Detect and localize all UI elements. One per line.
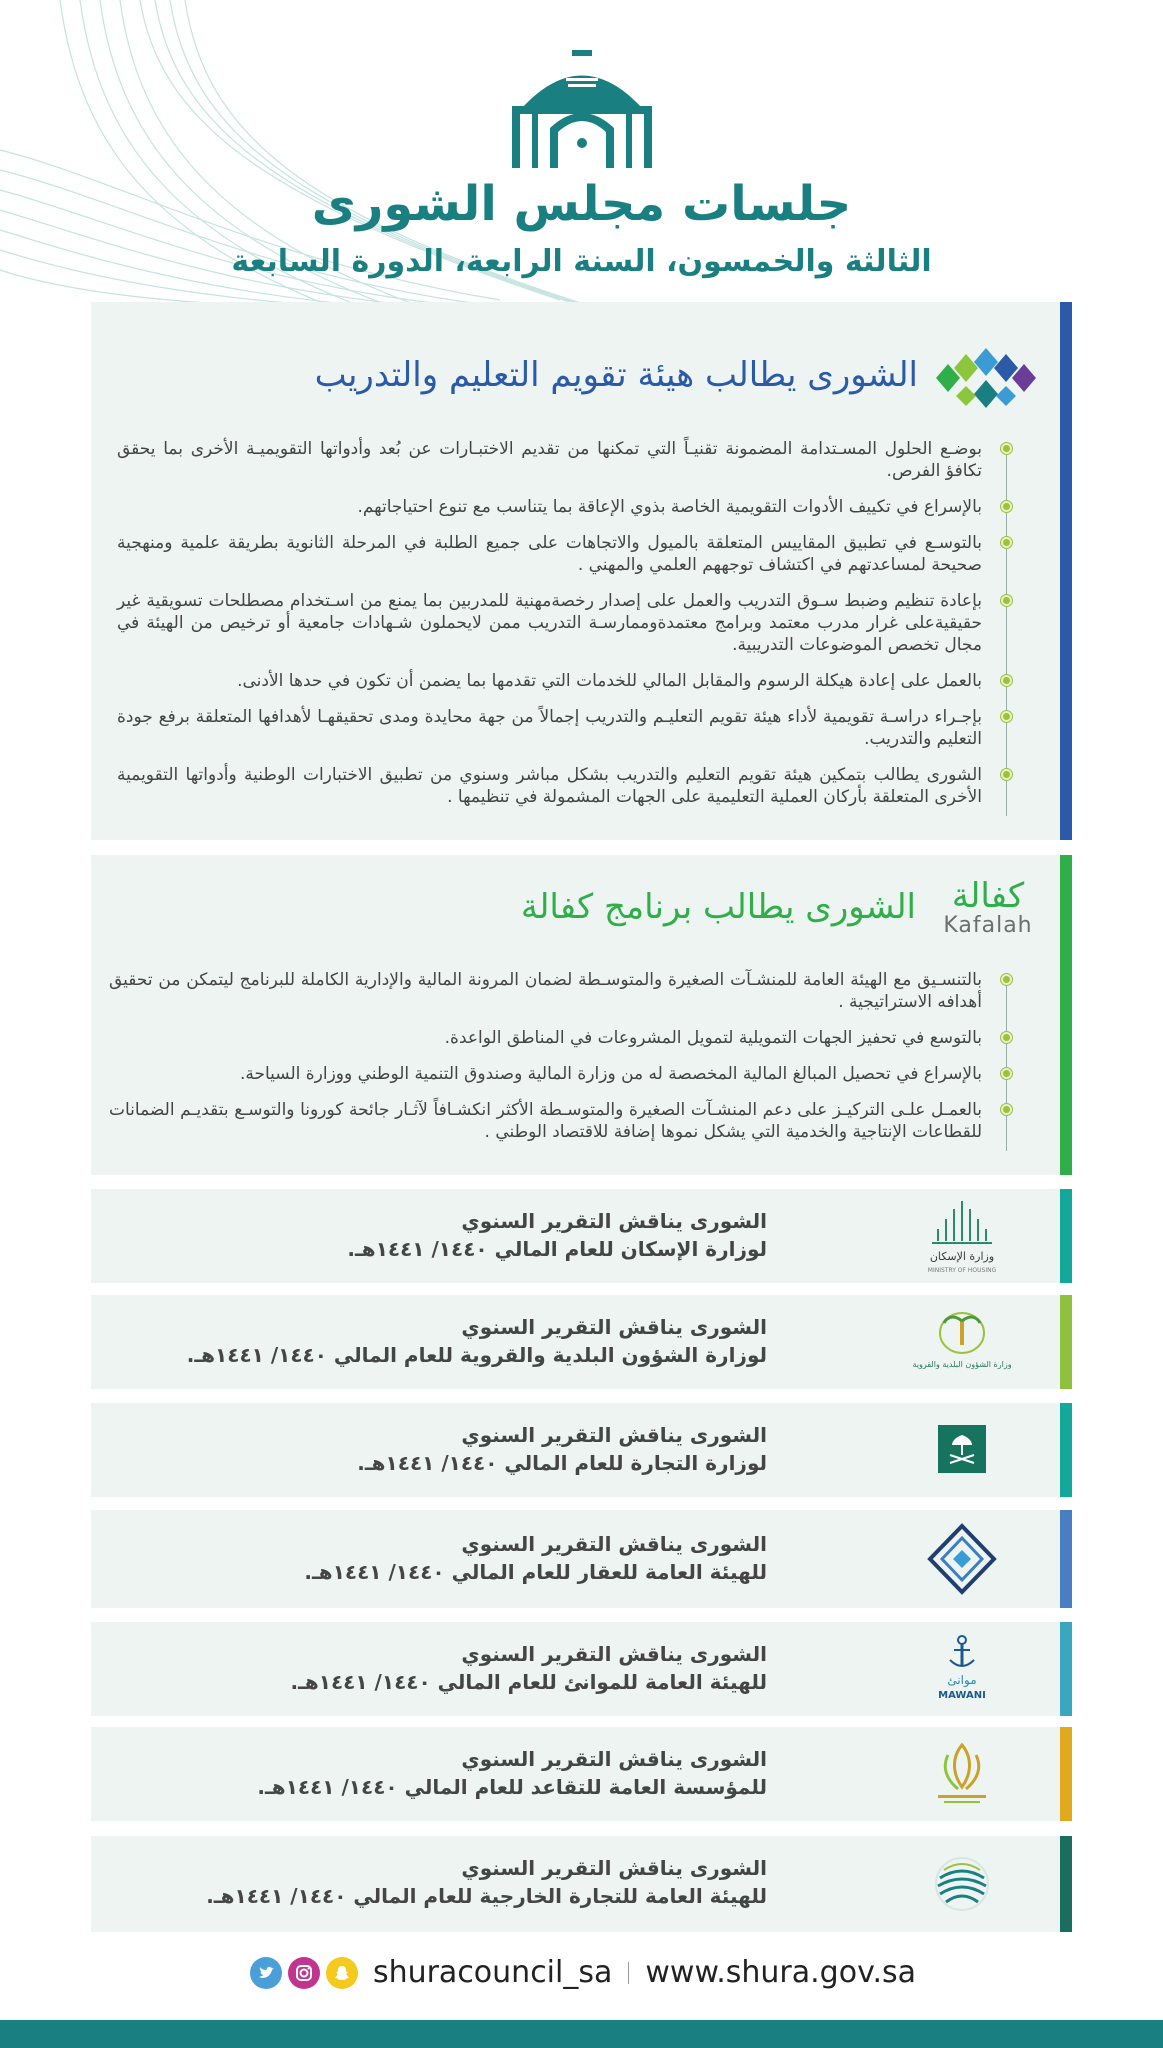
bullet-dot bbox=[1001, 1032, 1012, 1043]
page-header bbox=[0, 48, 1163, 282]
report-accent-bar bbox=[1060, 1727, 1072, 1821]
bottom-band bbox=[0, 2020, 1163, 2048]
bullet-list bbox=[109, 969, 1012, 1157]
list-item: بالتوسع في تحفيز الجهات التمويلية لتمويل المشروعات في المناطق الواعدة. bbox=[109, 1027, 1012, 1049]
report-subject: لوزارة الشؤون البلدية والقروية للعام المالي ١٤٤٠/ ١٤٤١هـ. bbox=[186, 1343, 767, 1367]
report-card-municipal bbox=[91, 1295, 1072, 1389]
list-item: بالتنسـيق مع الهيئة العامة للمنشـآت الصغيرة والمتوسـطة لضمان المرونة المالية والإدارية الكاملة للبرنامج ليتمكن من تحقيق أهدافه الاستراتيجية . bbox=[109, 969, 1012, 1013]
section-education-evaluation bbox=[91, 302, 1072, 840]
social-handle[interactable]: shuracouncil_sa bbox=[372, 1955, 613, 1990]
section-accent-bar bbox=[1060, 302, 1072, 840]
bullet-dot bbox=[1001, 769, 1012, 780]
momra-logo-icon bbox=[912, 1303, 1012, 1381]
bullet-dot bbox=[1001, 537, 1012, 548]
svg-text:MINISTRY OF HOUSING: MINISTRY OF HOUSING bbox=[927, 1267, 997, 1274]
report-subject: لوزارة التجارة للعام المالي ١٤٤٠/ ١٤٤١هـ. bbox=[357, 1451, 767, 1475]
bullet-dot bbox=[1001, 1068, 1012, 1079]
kafalah-logo: كفالة Kafalah bbox=[943, 876, 1033, 938]
foreign-trade-logo-icon bbox=[922, 1844, 1002, 1922]
bullet-dot bbox=[1001, 711, 1012, 722]
list-item: بالإسراع في تحصيل المبالغ المالية المخصصة له من وزارة المالية وصندوق التنمية الوطني ووزارة السياحة. bbox=[109, 1063, 1012, 1085]
list-item: بالعمـل علـى التركيـز على دعم المنشـآت الصغيرة والمتوسـطة الأكثر انكشـافاً لآثـار جائحة كورونا والتوسـع بتقديـم الضمانات للقطاعات الإنتاجية والخدمية التي يشكل نموها إضافة للاقتصاد الوطني . bbox=[109, 1099, 1012, 1143]
section-header bbox=[315, 340, 1042, 410]
report-accent-bar bbox=[1060, 1189, 1072, 1283]
report-accent-bar bbox=[1060, 1295, 1072, 1389]
report-accent-bar bbox=[1060, 1510, 1072, 1608]
report-accent-bar bbox=[1060, 1622, 1072, 1716]
footer-divider bbox=[628, 1962, 629, 1984]
pension-logo-icon bbox=[922, 1735, 1002, 1813]
report-heading: الشورى يناقش التقرير السنوي bbox=[461, 1209, 767, 1233]
instagram-icon[interactable] bbox=[288, 1957, 320, 1989]
shura-council-logo bbox=[502, 48, 662, 168]
page-title: جلسات مجلس الشورى bbox=[311, 176, 852, 232]
list-item: بوضـع الحلول المسـتدامة المضمونة تقنيـاً التي تمكنها من تقديم الاختبـارات عن بُعد وأدواتها التقويميـة الأخرى بما يحقق تكافؤ الفرص. bbox=[117, 438, 1012, 482]
report-subject: للمؤسسة العامة للتقاعد للعام المالي ١٤٤٠/ ١٤٤١هـ. bbox=[257, 1775, 767, 1799]
etec-logo-icon bbox=[936, 340, 1042, 410]
svg-text:MAWANI: MAWANI bbox=[938, 1690, 986, 1701]
report-subject: للهيئة العامة للموانئ للعام المالي ١٤٤٠/ ١٤٤١هـ. bbox=[290, 1670, 767, 1694]
snapchat-icon[interactable] bbox=[326, 1957, 358, 1989]
report-subject: للهيئة العامة للتجارة الخارجية للعام المالي ١٤٤٠/ ١٤٤١هـ. bbox=[206, 1884, 767, 1908]
page-subtitle: الثالثة والخمسون، السنة الرابعة، الدورة السابعة bbox=[231, 244, 932, 279]
section-kafalah bbox=[91, 855, 1072, 1175]
commerce-logo-icon bbox=[922, 1411, 1002, 1489]
bullet-list bbox=[117, 438, 1012, 822]
report-heading: الشورى يناقش التقرير السنوي bbox=[461, 1423, 767, 1447]
website-link[interactable]: www.shura.gov.sa bbox=[645, 1955, 917, 1990]
list-item: بالعمل على إعادة هيكلة الرسوم والمقابل المالي للخدمات التي تقدمها بما يضمن أن تكون في حدها الأدنى. bbox=[117, 670, 1012, 692]
bullet-dot bbox=[1001, 501, 1012, 512]
list-item: بالإسراع في تكييف الأدوات التقويمية الخاصة بذوي الإعاقة بما يتناسب مع تنوع احتياجاتهم. bbox=[117, 496, 1012, 518]
report-accent-bar bbox=[1060, 1836, 1072, 1932]
svg-text:وزارة الشؤون البلدية والقروية: وزارة الشؤون البلدية والقروية bbox=[912, 1360, 1012, 1369]
report-card-real-estate bbox=[91, 1510, 1072, 1608]
report-card-pension bbox=[91, 1727, 1072, 1821]
bullet-dot bbox=[1001, 443, 1012, 454]
report-heading: الشورى يناقش التقرير السنوي bbox=[461, 1856, 767, 1880]
page-footer bbox=[0, 1955, 1163, 1990]
report-heading: الشورى يناقش التقرير السنوي bbox=[461, 1315, 767, 1339]
list-item: الشورى يطالب بتمكين هيئة تقويم التعليم والتدريب بشكل مباشر وسنوي من تطبيق الاختبارات الوطنية وأدواتها التقويمية الأخرى المتعلقة بأركان العملية التعليمية على الجهات المشمولة في تنظيمها . bbox=[117, 764, 1012, 808]
bullet-dot bbox=[1001, 974, 1012, 985]
real-estate-logo-icon bbox=[922, 1520, 1002, 1598]
twitter-icon[interactable] bbox=[250, 1957, 282, 1989]
report-card-commerce bbox=[91, 1403, 1072, 1497]
report-accent-bar bbox=[1060, 1403, 1072, 1497]
svg-text:موانئ: موانئ bbox=[947, 1673, 977, 1687]
mawani-logo-icon bbox=[922, 1630, 1002, 1708]
list-item: بإعادة تنظيم وضبط سـوق التدريب والعمل على إصدار رخصةمهنية للمدربين بما يمنع من اسـتخدام مصطلحات تسويقية غير حقيقيةعلى غرار مدرب معتمد وبرامج معتمدةوممارسـة التدريب ممن لايحملون شـهادات جامعية أو ترخيص من الهيئة في مجال تخصص الموضوعات التدريبية. bbox=[117, 590, 1012, 656]
section-title: الشورى يطالب برنامج كفالة bbox=[520, 887, 916, 927]
report-card-foreign-trade bbox=[91, 1836, 1072, 1932]
bullet-dot bbox=[1001, 675, 1012, 686]
report-subject: للهيئة العامة للعقار للعام المالي ١٤٤٠/ ١٤٤١هـ. bbox=[304, 1560, 767, 1584]
report-heading: الشورى يناقش التقرير السنوي bbox=[461, 1532, 767, 1556]
svg-text:وزارة الإسكان: وزارة الإسكان bbox=[929, 1250, 995, 1263]
section-header bbox=[521, 877, 1042, 937]
section-title: الشورى يطالب هيئة تقويم التعليم والتدريب bbox=[314, 355, 918, 395]
report-card-ports bbox=[91, 1622, 1072, 1716]
section-accent-bar bbox=[1060, 855, 1072, 1175]
report-heading: الشورى يناقش التقرير السنوي bbox=[461, 1642, 767, 1666]
report-heading: الشورى يناقش التقرير السنوي bbox=[461, 1747, 767, 1771]
bullet-dot bbox=[1001, 1104, 1012, 1115]
list-item: بالتوسـع في تطبيق المقاييس المتعلقة بالميول والاتجاهات على جميع الطلبة في المرحلة الثانوية بطريقة علمية ومنهجية صحيحة لمساعدتهم في اكتشاف توجههم العلمي والمهني . bbox=[117, 532, 1012, 576]
report-subject: لوزارة الإسكان للعام المالي ١٤٤٠/ ١٤٤١هـ. bbox=[347, 1237, 767, 1261]
bullet-dot bbox=[1001, 595, 1012, 606]
report-card-housing bbox=[91, 1189, 1072, 1283]
housing-logo-icon bbox=[922, 1197, 1002, 1275]
list-item: بإجـراء دراسـة تقويمية لأداء هيئة تقويم التعليـم والتدريب إجمالاً من جهة محايدة ومدى تحقيقهـا لأهدافها المتعلقة برفع جودة التعليم والتدريب. bbox=[117, 706, 1012, 750]
